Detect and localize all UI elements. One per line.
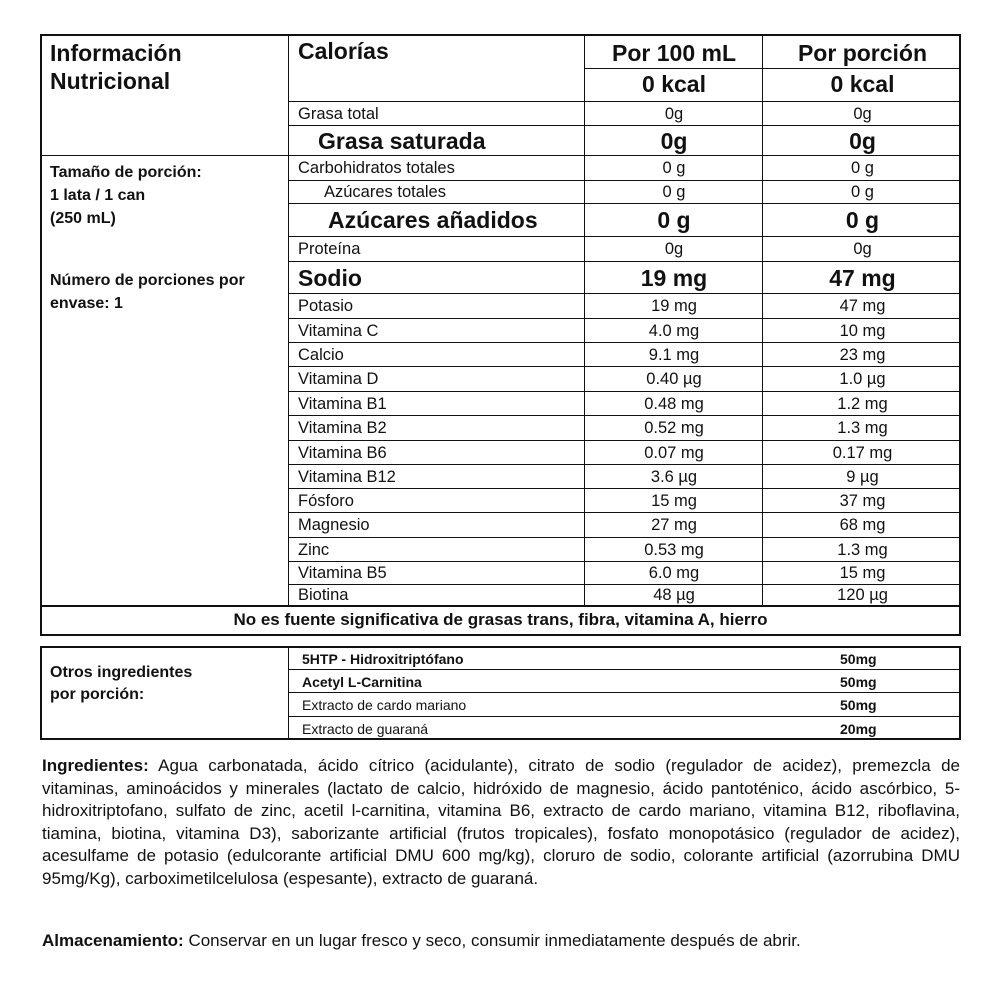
other-ingredients-table bbox=[40, 646, 961, 740]
divider bbox=[584, 68, 961, 69]
divider bbox=[288, 318, 961, 319]
nutrient-name: Vitamina B1 bbox=[298, 394, 387, 413]
divider bbox=[584, 34, 585, 605]
nutrient-value-perporcion: 47 mg bbox=[829, 264, 896, 291]
nutrient-name: Vitamina B2 bbox=[298, 419, 387, 438]
ingredients-text: Agua carbonatada, ácido cítrico (acidulante), citrato de sodio (regulador de acidez), premezcla de vitaminas, aminoácidos y minerales (lactato de calcio, hidróxido de magnesio, ácido pantoténico, ácido ascórbico, 5-hidroxitriptofano, sulfato de zinc, acetil l-carnitina, vitamina B6, extracto de cardo mariano, vitamina B12, riboflavina, tiamina, biotina, vitamina D3), saborizante artificial (frutos tropicales), fosfato monopotásico (regulador de acidez), acesulfame de potasio (edulcorante artificial DMU 600 mg/kg), cloruro de sodio, colorante artificial (azorrubina DMU 95mg/Kg), carboximetilcelulosa (espesante), extracto de guaraná. bbox=[42, 756, 960, 888]
nutrient-name: Vitamina D bbox=[298, 370, 379, 389]
serving-size: Tamaño de porción: bbox=[50, 164, 202, 181]
divider bbox=[288, 366, 961, 367]
nutrient-value-per100: 3.6 µg bbox=[650, 467, 698, 486]
nutrient-value-perporcion: 0 g bbox=[845, 207, 880, 233]
footnote: No es fuente significativa de grasas trans, fibra, vitamina A, hierro bbox=[233, 610, 768, 629]
ingredients-paragraph bbox=[42, 755, 960, 890]
nutrient-value-perporcion: 0 g bbox=[851, 183, 874, 202]
divider bbox=[288, 464, 961, 465]
nutrient-value-perporcion: 1.3 mg bbox=[837, 419, 888, 438]
nutrient-name: Azúcares totales bbox=[324, 183, 446, 202]
nutrient-value-perporcion: 37 mg bbox=[839, 491, 886, 510]
other-ingredient-amount: 50mg bbox=[840, 674, 877, 690]
nutrient-value-perporcion: 0g bbox=[853, 104, 872, 123]
divider bbox=[288, 203, 961, 204]
storage-paragraph bbox=[42, 932, 801, 949]
divider bbox=[288, 155, 961, 156]
nutrient-value-per100: 0 g bbox=[662, 183, 686, 202]
nutrient-name: Calcio bbox=[298, 345, 344, 364]
divider bbox=[288, 692, 961, 693]
nutrient-value-per100: 19 mg bbox=[651, 297, 697, 316]
other-ingredient-amount: 50mg bbox=[840, 651, 877, 667]
divider bbox=[288, 261, 961, 262]
divider bbox=[288, 101, 961, 102]
divider bbox=[288, 512, 961, 513]
nutrient-name: Vitamina C bbox=[298, 321, 379, 340]
storage-text: Conservar en un lugar fresco y seco, consumir inmediatamente después de abrir. bbox=[188, 931, 801, 950]
nutrient-value-per100: 0.07 mg bbox=[644, 443, 704, 462]
nutrient-value-perporcion: 1.3 mg bbox=[837, 540, 888, 559]
divider bbox=[288, 293, 961, 294]
other-ingredient-name: Extracto de guaraná bbox=[302, 721, 429, 737]
nutrient-value-per100: 0g bbox=[660, 127, 688, 154]
nutrient-name: Azúcares añadidos bbox=[328, 207, 538, 233]
other-ingredient-name: Acetyl L-Carnitina bbox=[302, 674, 422, 690]
nutrient-name: Carbohidratos totales bbox=[298, 159, 455, 178]
nutrient-value-perporcion: 9 µg bbox=[846, 467, 879, 486]
nutrient-name: Fósforo bbox=[298, 491, 354, 510]
nutrient-value-perporcion: 120 µg bbox=[837, 586, 888, 605]
divider bbox=[288, 236, 961, 237]
ingredients-label: Ingredientes: bbox=[42, 756, 149, 775]
table-title: Información bbox=[50, 40, 182, 66]
divider bbox=[288, 561, 961, 562]
nutrient-value-perporcion: 47 mg bbox=[839, 297, 886, 316]
divider bbox=[288, 342, 961, 343]
nutrient-value-per100: 0 g bbox=[657, 207, 691, 233]
other-ingredient-amount: 20mg bbox=[840, 721, 877, 737]
divider bbox=[288, 669, 961, 670]
nutrient-value-per100: 15 mg bbox=[651, 491, 697, 510]
divider bbox=[288, 584, 961, 585]
nutrient-value-perporcion: 1.2 mg bbox=[837, 394, 888, 413]
divider bbox=[288, 488, 961, 489]
divider bbox=[288, 716, 961, 717]
servings-per-container: envase: 1 bbox=[50, 295, 123, 312]
nutrient-value-perporcion: 0.17 mg bbox=[832, 443, 893, 462]
nutrient-value-per100: 4.0 mg bbox=[648, 321, 700, 340]
nutrient-value-per100: 0.48 mg bbox=[644, 394, 704, 413]
other-ingredients-label: Otros ingredientes bbox=[50, 664, 193, 681]
serving-size: (250 mL) bbox=[50, 210, 116, 227]
nutrient-value-perporcion: 0 g bbox=[851, 159, 874, 178]
nutrient-value-perporcion: 1.0 µg bbox=[839, 370, 886, 389]
nutrient-name: Sodio bbox=[298, 264, 362, 291]
nutrient-value-per100: 0.52 mg bbox=[644, 419, 704, 438]
nutrient-value-per100: 48 µg bbox=[653, 586, 695, 605]
nutrient-value-per100: 6.0 mg bbox=[648, 564, 700, 583]
nutrient-name: Vitamina B12 bbox=[298, 467, 396, 486]
perporcion-header: Por porción bbox=[797, 40, 928, 66]
divider bbox=[288, 34, 289, 605]
divider bbox=[288, 125, 961, 126]
nutrient-value-per100: 0g bbox=[664, 104, 684, 123]
calorias-header: Calorías bbox=[298, 38, 389, 64]
divider bbox=[288, 391, 961, 392]
nutrient-value-per100: 0 g bbox=[662, 159, 686, 178]
nutrient-value-perporcion: 23 mg bbox=[839, 345, 886, 364]
divider bbox=[288, 537, 961, 538]
nutrient-name: Magnesio bbox=[298, 516, 370, 535]
nutrient-value-perporcion: 0g bbox=[849, 127, 876, 154]
divider bbox=[288, 180, 961, 181]
nutrient-name: Potasio bbox=[298, 297, 354, 316]
other-ingredient-amount: 50mg bbox=[840, 697, 877, 713]
storage-label: Almacenamiento: bbox=[42, 931, 184, 950]
nutrient-value-per100: 27 mg bbox=[651, 516, 697, 535]
divider bbox=[288, 415, 961, 416]
nutrient-value-per100: 0.40 µg bbox=[646, 370, 702, 389]
table-title: Nutricional bbox=[50, 68, 171, 94]
divider bbox=[288, 440, 961, 441]
other-ingredients-label: por porción: bbox=[50, 686, 145, 703]
nutrient-value-perporcion: 10 mg bbox=[839, 321, 886, 340]
nutrient-name: Vitamina B5 bbox=[298, 564, 387, 583]
other-ingredient-name: 5HTP - Hidroxitriptófano bbox=[302, 651, 464, 667]
divider bbox=[40, 605, 961, 607]
kcal-100: 0 kcal bbox=[642, 71, 706, 97]
nutrient-value-per100: 0g bbox=[664, 240, 684, 259]
nutrient-name: Vitamina B6 bbox=[298, 443, 387, 462]
nutrient-name: Grasa total bbox=[298, 104, 379, 123]
kcal-porcion: 0 kcal bbox=[830, 71, 895, 97]
serving-size: 1 lata / 1 can bbox=[50, 187, 146, 204]
other-ingredient-name: Extracto de cardo mariano bbox=[302, 697, 467, 713]
nutrient-value-per100: 19 mg bbox=[640, 264, 708, 291]
nutrient-name: Biotina bbox=[298, 586, 349, 605]
divider bbox=[762, 34, 763, 605]
nutrient-value-per100: 9.1 mg bbox=[648, 345, 700, 364]
nutrient-name: Grasa saturada bbox=[318, 127, 486, 154]
per100-header: Por 100 mL bbox=[612, 40, 736, 66]
nutrient-value-perporcion: 68 mg bbox=[839, 516, 886, 535]
nutrient-value-per100: 0.53 mg bbox=[644, 540, 704, 559]
nutrient-value-perporcion: 15 mg bbox=[839, 564, 886, 583]
nutrient-name: Zinc bbox=[298, 540, 330, 559]
nutrient-name: Proteína bbox=[298, 240, 361, 259]
servings-per-container: Número de porciones por bbox=[50, 272, 245, 289]
divider bbox=[288, 646, 289, 740]
nutrient-value-perporcion: 0g bbox=[853, 240, 872, 259]
